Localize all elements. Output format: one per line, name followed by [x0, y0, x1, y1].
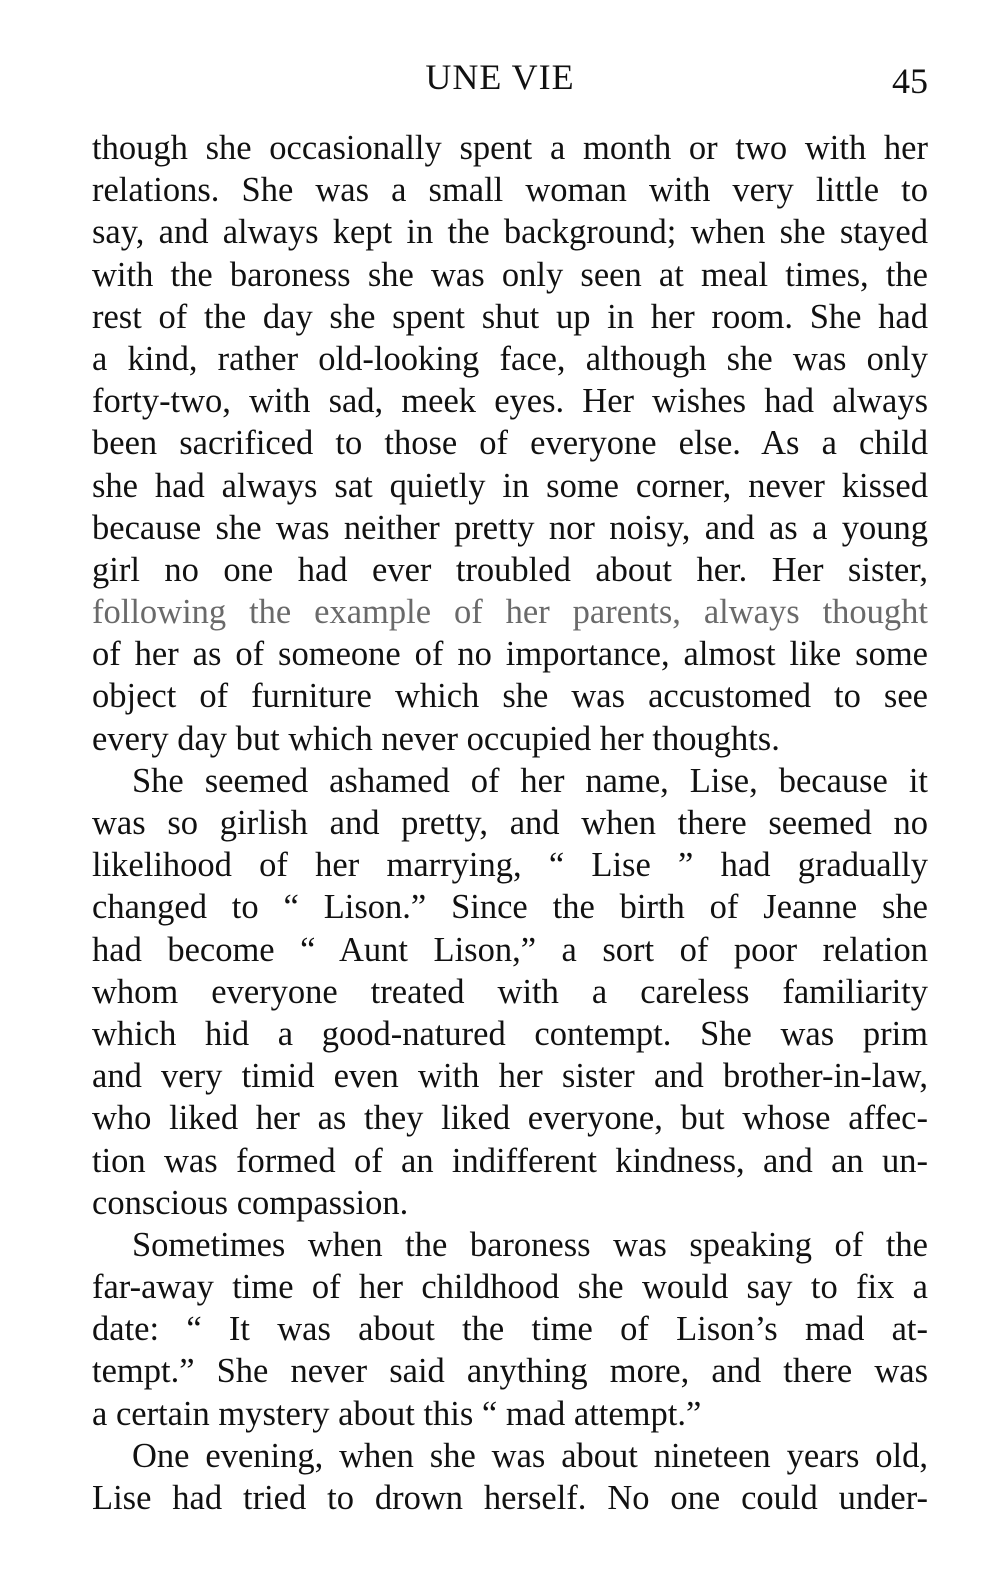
text-line: likelihood of her marrying, “ Lise ” had gradually	[92, 846, 928, 885]
text-line: relations. She was a small woman with very little to	[92, 171, 928, 210]
text-line: Lise had tried to drown herself. No one could under-	[92, 1479, 928, 1517]
text-line: She seemed ashamed of her name, Lise, because it	[132, 761, 928, 800]
text-line: say, and always kept in the background; when she stayed	[92, 213, 928, 252]
page-number: 45	[892, 61, 928, 101]
text-line: tion was formed of an indifferent kindness, and an un-	[92, 1141, 928, 1180]
text-line: date: “ It was about the time of Lison’s mad at-	[92, 1310, 928, 1349]
text-line: been sacrificed to those of everyone else. As a child	[92, 424, 928, 463]
text-line: One evening, when she was about nineteen years old,	[132, 1436, 928, 1475]
text-line: and very timid even with her sister and brother-in-law,	[92, 1057, 928, 1096]
text-line: object of furniture which she was accustomed to see	[92, 677, 928, 716]
text-line: every day but which never occupied her thoughts.	[92, 719, 780, 758]
text-line: was so girlish and pretty, and when there seemed no	[92, 804, 928, 842]
text-line: whom everyone treated with a careless familiarity	[92, 972, 928, 1011]
text-line: conscious compassion.	[92, 1183, 409, 1222]
text-line: because she was neither pretty nor noisy, and as a young	[92, 508, 928, 547]
text-line: forty-two, with sad, meek eyes. Her wishes had always	[92, 382, 928, 421]
text-line: who liked her as they liked everyone, but whose affec-	[92, 1099, 928, 1138]
text-line: following the example of her parents, always thought	[92, 593, 928, 632]
text-line: though she occasionally spent a month or two with her	[92, 129, 928, 167]
text-line: tempt.” She never said anything more, and there was	[92, 1352, 928, 1391]
text-line: a certain mystery about this “ mad attempt.”	[92, 1394, 702, 1433]
body-text	[92, 127, 928, 1519]
running-head	[0, 52, 1000, 102]
text-line: which hid a good-natured contempt. She was prim	[92, 1014, 928, 1053]
text-line: girl no one had ever troubled about her. Her sister,	[92, 550, 928, 589]
text-line: with the baroness she was only seen at meal times, the	[92, 255, 928, 294]
running-title: UNE VIE	[425, 57, 575, 97]
text-line: she had always sat quietly in some corner, never kissed	[92, 466, 928, 505]
text-line: had become “ Aunt Lison,” a sort of poor relation	[92, 930, 928, 969]
text-line: changed to “ Lison.” Since the birth of Jeanne she	[92, 888, 928, 927]
text-line: far-away time of her childhood she would say to fix a	[92, 1268, 928, 1307]
text-line: rest of the day she spent shut up in her room. She had	[92, 297, 928, 336]
text-line: a kind, rather old-looking face, although she was only	[92, 339, 928, 378]
text-line: Sometimes when the baroness was speaking of the	[132, 1225, 928, 1264]
text-line: of her as of someone of no importance, almost like some	[92, 635, 928, 674]
